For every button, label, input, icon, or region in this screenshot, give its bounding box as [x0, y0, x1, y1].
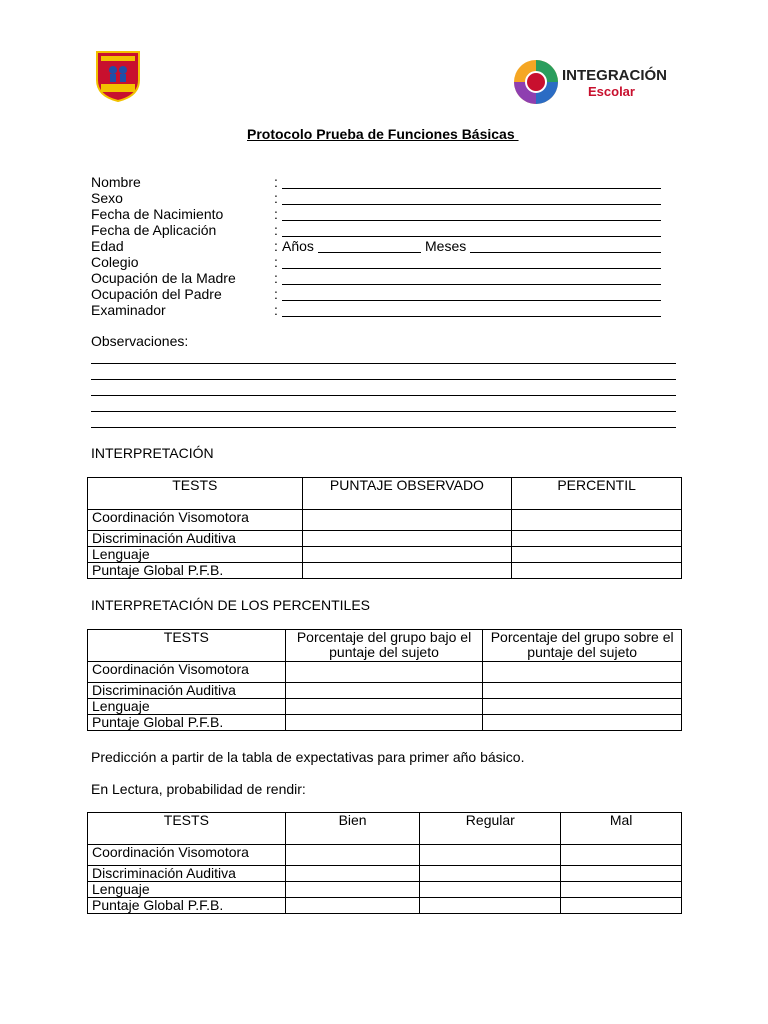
table-cell[interactable]: [561, 866, 682, 882]
field-row: [91, 270, 671, 286]
column-header: Porcentaje del grupo sobre el puntaje del sujeto: [483, 630, 682, 662]
observation-line[interactable]: [91, 427, 676, 428]
row-label: Discriminación Auditiva: [88, 531, 303, 547]
field-colon: :: [274, 270, 278, 286]
column-header: TESTS: [88, 478, 303, 510]
table-cell[interactable]: [285, 662, 483, 683]
table-cell[interactable]: [420, 882, 561, 898]
school-crest-logo: [95, 50, 141, 102]
row-label: Discriminación Auditiva: [88, 683, 286, 699]
row-label: Puntaje Global P.F.B.: [88, 898, 286, 914]
svg-text:INTEGRACIÓN: INTEGRACIÓN: [562, 67, 667, 84]
field-colon: :: [274, 174, 278, 190]
field-colon: :: [274, 238, 278, 254]
column-header: Mal: [561, 813, 682, 845]
field-input-line[interactable]: [282, 316, 661, 317]
row-label: Lenguaje: [88, 699, 286, 715]
field-label: Sexo: [91, 190, 123, 206]
observations-label: Observaciones:: [91, 333, 189, 349]
field-row: [91, 206, 671, 222]
column-header: TESTS: [88, 630, 286, 662]
field-row: [91, 302, 671, 318]
table-cell[interactable]: [483, 662, 682, 683]
field-input-line[interactable]: [282, 268, 661, 269]
table-cell[interactable]: [483, 683, 682, 699]
years-input-line[interactable]: [318, 252, 421, 253]
percentiles-heading: INTERPRETACIÓN DE LOS PERCENTILES: [91, 597, 371, 613]
field-row: [91, 286, 671, 302]
row-label: Lenguaje: [88, 547, 303, 563]
field-colon: :: [274, 254, 278, 270]
field-label: Fecha de Aplicación: [91, 222, 217, 238]
field-colon: :: [274, 190, 278, 206]
observation-line[interactable]: [91, 379, 676, 380]
row-label: Coordinación Visomotora: [88, 845, 286, 866]
table-cell[interactable]: [285, 882, 420, 898]
field-colon: :: [274, 286, 278, 302]
table-cell[interactable]: [512, 563, 682, 579]
row-label: Discriminación Auditiva: [88, 866, 286, 882]
field-row: [91, 190, 671, 206]
table-cell[interactable]: [483, 715, 682, 731]
reading-prediction-table: [87, 812, 682, 914]
column-header: PUNTAJE OBSERVADO: [302, 478, 512, 510]
field-input-line[interactable]: [282, 300, 661, 301]
table-cell[interactable]: [420, 845, 561, 866]
column-header: TESTS: [88, 813, 286, 845]
field-label: Ocupación del Padre: [91, 286, 222, 302]
row-label: Coordinación Visomotora: [88, 510, 303, 531]
reading-probability-text: En Lectura, probabilidad de rendir:: [91, 781, 306, 797]
table-cell[interactable]: [420, 898, 561, 914]
table-cell[interactable]: [561, 845, 682, 866]
table-cell[interactable]: [285, 699, 483, 715]
field-colon: :: [274, 222, 278, 238]
table-cell[interactable]: [302, 563, 512, 579]
years-label: Años: [282, 238, 314, 254]
field-row: [91, 254, 671, 270]
field-label: Colegio: [91, 254, 139, 270]
table-cell[interactable]: [561, 898, 682, 914]
months-input-line[interactable]: [470, 252, 661, 253]
months-label: Meses: [425, 238, 467, 254]
field-label: Nombre: [91, 174, 141, 190]
column-header: Porcentaje del grupo bajo el puntaje del sujeto: [285, 630, 483, 662]
row-label: Coordinación Visomotora: [88, 662, 286, 683]
field-colon: :: [274, 302, 278, 318]
observation-line[interactable]: [91, 363, 676, 364]
table-cell[interactable]: [285, 866, 420, 882]
field-input-line[interactable]: [282, 204, 661, 205]
table-cell[interactable]: [285, 845, 420, 866]
document-title: Protocolo Prueba de Funciones Básicas: [247, 126, 519, 142]
field-row: [91, 222, 671, 238]
table-cell[interactable]: [285, 898, 420, 914]
observation-line[interactable]: [91, 411, 676, 412]
table-cell[interactable]: [512, 547, 682, 563]
table-cell[interactable]: [302, 531, 512, 547]
row-label: Puntaje Global P.F.B.: [88, 563, 303, 579]
field-label: Examinador: [91, 302, 166, 318]
field-label: Edad: [91, 238, 124, 254]
field-row: [91, 238, 671, 254]
table-cell[interactable]: [512, 510, 682, 531]
table-cell[interactable]: [302, 510, 512, 531]
field-row: [91, 174, 671, 190]
column-header: Bien: [285, 813, 420, 845]
field-input-line[interactable]: [282, 188, 661, 189]
table-cell[interactable]: [561, 882, 682, 898]
field-colon: :: [274, 206, 278, 222]
integracion-escolar-logo: [512, 56, 672, 108]
field-input-line[interactable]: [282, 284, 661, 285]
table-cell[interactable]: [302, 547, 512, 563]
svg-text:Escolar: Escolar: [588, 84, 635, 99]
interpretation-table: [87, 477, 682, 579]
column-header: PERCENTIL: [512, 478, 682, 510]
row-label: Puntaje Global P.F.B.: [88, 715, 286, 731]
field-input-line[interactable]: [282, 220, 661, 221]
field-label: Ocupación de la Madre: [91, 270, 236, 286]
row-label: Lenguaje: [88, 882, 286, 898]
field-label: Fecha de Nacimiento: [91, 206, 224, 222]
table-cell[interactable]: [483, 699, 682, 715]
table-cell[interactable]: [285, 715, 483, 731]
observation-line[interactable]: [91, 395, 676, 396]
percentiles-table: [87, 629, 682, 731]
field-input-line[interactable]: [282, 236, 661, 237]
table-cell[interactable]: [512, 531, 682, 547]
column-header: Regular: [420, 813, 561, 845]
interpretation-heading: INTERPRETACIÓN: [91, 445, 214, 461]
table-cell[interactable]: [420, 866, 561, 882]
table-cell[interactable]: [285, 683, 483, 699]
prediction-text: Predicción a partir de la tabla de expectativas para primer año básico.: [91, 749, 525, 765]
